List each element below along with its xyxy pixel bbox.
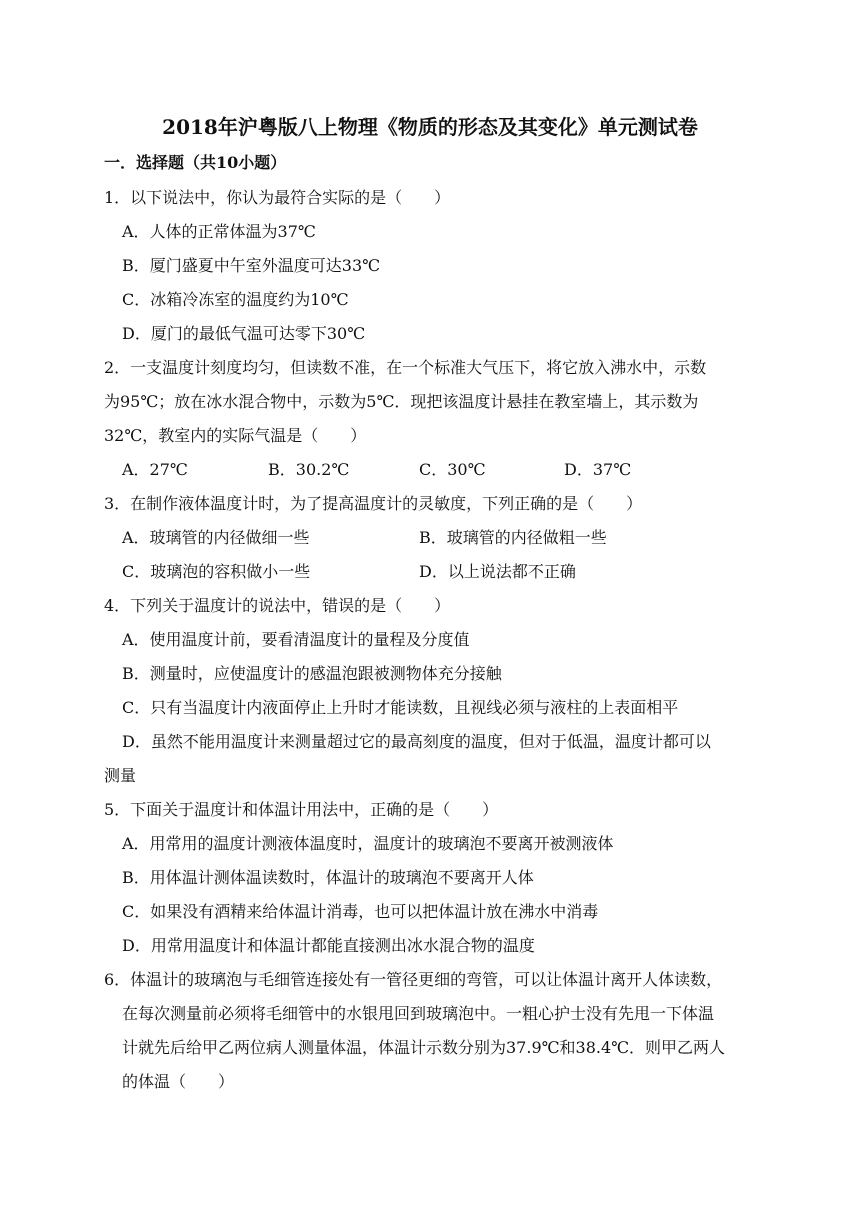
question-6-stem-line-3: 计就先后给甲乙两位病人测量体温，体温计示数分别为37.9℃和38.4℃．则甲乙两人 [122, 1038, 726, 1057]
question-5-option-b: B．用体温计测体温读数时，体温计的玻璃泡不要离开人体 [122, 868, 534, 887]
question-3-option-a: A．玻璃管的内径做细一些 [122, 528, 310, 547]
section-heading: 一．选择题（共10小题） [104, 153, 287, 172]
question-4-option-a: A．使用温度计前，要看清温度计的量程及分度值 [122, 630, 470, 649]
question-5-option-c: C．如果没有酒精来给体温计消毒，也可以把体温计放在沸水中消毒 [122, 902, 599, 921]
question-4-option-d-continued: 测量 [104, 766, 137, 785]
question-5-option-a: A．用常用的温度计测液体温度时，温度计的玻璃泡不要离开被测液体 [122, 834, 614, 853]
question-5-stem: 5．下面关于温度计和体温计用法中，正确的是（ ） [104, 800, 499, 819]
question-3-option-b: B．玻璃管的内径做粗一些 [419, 528, 607, 547]
question-4-stem: 4．下列关于温度计的说法中，错误的是（ ） [104, 596, 451, 615]
question-1-option-a: A．人体的正常体温为37℃ [122, 222, 316, 241]
question-6-stem-line-4: 的体温（ ） [122, 1072, 235, 1091]
question-2-stem-line-2: 为95℃；放在冰水混合物中，示数为5℃．现把该温度计悬挂在教室墙上，其示数为 [104, 392, 699, 411]
question-1-stem: 1．以下说法中，你认为最符合实际的是（ ） [104, 188, 451, 207]
question-4-option-b: B．测量时，应使温度计的感温泡跟被测物体充分接触 [122, 664, 502, 683]
question-3-stem: 3．在制作液体温度计时，为了提高温度计的灵敏度，下列正确的是（ ） [104, 494, 643, 513]
question-2-option-c: C．30℃ [419, 460, 486, 479]
question-1-option-d: D．厦门的最低气温可达零下30℃ [122, 324, 366, 343]
question-6-stem-line-2: 在每次测量前必须将毛细管中的水银甩回到玻璃泡中。一粗心护士没有先甩一下体温 [122, 1004, 715, 1023]
question-2-stem-line-1: 2．一支温度计刻度均匀，但读数不准，在一个标准大气压下，将它放入沸水中，示数 [104, 358, 707, 377]
question-5-option-d: D．用常用温度计和体温计都能直接测出冰水混合物的温度 [122, 936, 535, 955]
question-1-option-c: C．冰箱冷冻室的温度约为10℃ [122, 290, 349, 309]
question-2-stem-line-3: 32℃，教室内的实际气温是（ ） [104, 426, 367, 445]
page-title: 2018年沪粤版八上物理《物质的形态及其变化》单元测试卷 [162, 115, 698, 139]
question-6-stem-line-1: 6．体温计的玻璃泡与毛细管连接处有一管径更细的弯管，可以让体温计离开人体读数， [104, 970, 723, 989]
question-2-option-d: D．37℃ [564, 460, 632, 479]
question-4-option-c: C．只有当温度计内液面停止上升时才能读数，且视线必须与液柱的上表面相平 [122, 698, 679, 717]
question-1-option-b: B．厦门盛夏中午室外温度可达33℃ [122, 256, 381, 275]
question-2-option-b: B．30.2℃ [268, 460, 350, 479]
question-2-option-a: A．27℃ [122, 460, 188, 479]
question-3-option-d: D．以上说法都不正确 [419, 562, 576, 581]
question-3-option-c: C．玻璃泡的容积做小一些 [122, 562, 311, 581]
question-4-option-d: D．虽然不能用温度计来测量超过它的最高刻度的温度，但对于低温，温度计都可以 [122, 732, 711, 751]
